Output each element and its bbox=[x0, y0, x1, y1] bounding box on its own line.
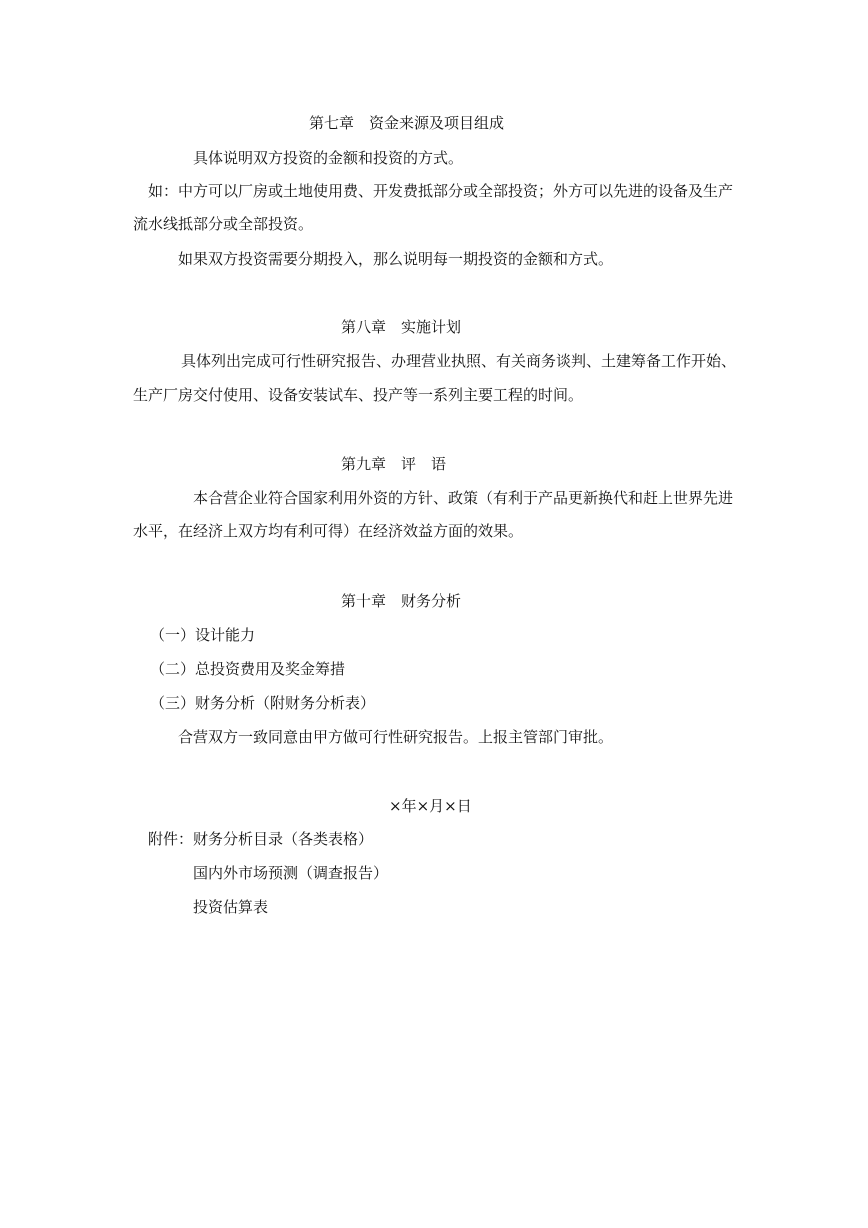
chapter-9-paragraph-line-2: 水平，在经济上双方均有利可得）在经济效益方面的效果。 bbox=[133, 522, 524, 540]
chapter-9-paragraph-line-1: 本合营企业符合国家利用外资的方针、政策（有利于产品更新换代和赶上世界先进 bbox=[193, 489, 734, 507]
appendix-item-1: 国内外市场预测（调查报告） bbox=[193, 864, 389, 882]
chapter-8-title: 第八章 实施计划 bbox=[341, 318, 462, 336]
chapter-10-conclusion: 合营双方一致同意由甲方做可行性研究报告。上报主管部门审批。 bbox=[178, 728, 614, 746]
chapter-7-paragraph-2-line-1: 如：中方可以厂房或土地使用费、开发费抵部分或全部投资；外方可以先进的设备及生产 bbox=[148, 182, 734, 200]
chapter-7-paragraph-3: 如果双方投资需要分期投入，那么说明每一期投资的金额和方式。 bbox=[178, 250, 614, 268]
chapter-10-item-2: （二）总投资费用及奖金筹措 bbox=[150, 660, 346, 678]
chapter-8-paragraph-line-2: 生产厂房交付使用、设备安装试车、投产等一系列主要工程的时间。 bbox=[133, 386, 584, 404]
document-date: ×年×月×日 bbox=[389, 797, 472, 815]
chapter-10-item-3: （三）财务分析（附财务分析表） bbox=[150, 694, 376, 712]
appendix-item-2: 投资估算表 bbox=[193, 898, 269, 916]
chapter-10-item-1: （一）设计能力 bbox=[150, 626, 256, 644]
chapter-8-paragraph-line-1: 具体列出完成可行性研究报告、办理营业执照、有关商务谈判、土建筹备工作开始、 bbox=[181, 352, 737, 370]
chapter-7-paragraph-1: 具体说明双方投资的金额和投资的方式。 bbox=[193, 149, 464, 167]
chapter-10-title: 第十章 财务分析 bbox=[341, 592, 462, 610]
chapter-7-paragraph-2-line-2: 流水线抵部分或全部投资。 bbox=[133, 215, 314, 233]
chapter-9-title: 第九章 评 语 bbox=[341, 455, 447, 473]
appendix-label: 附件：财务分析目录（各类表格） bbox=[148, 830, 374, 848]
chapter-7-title: 第七章 资金来源及项目组成 bbox=[309, 114, 505, 132]
